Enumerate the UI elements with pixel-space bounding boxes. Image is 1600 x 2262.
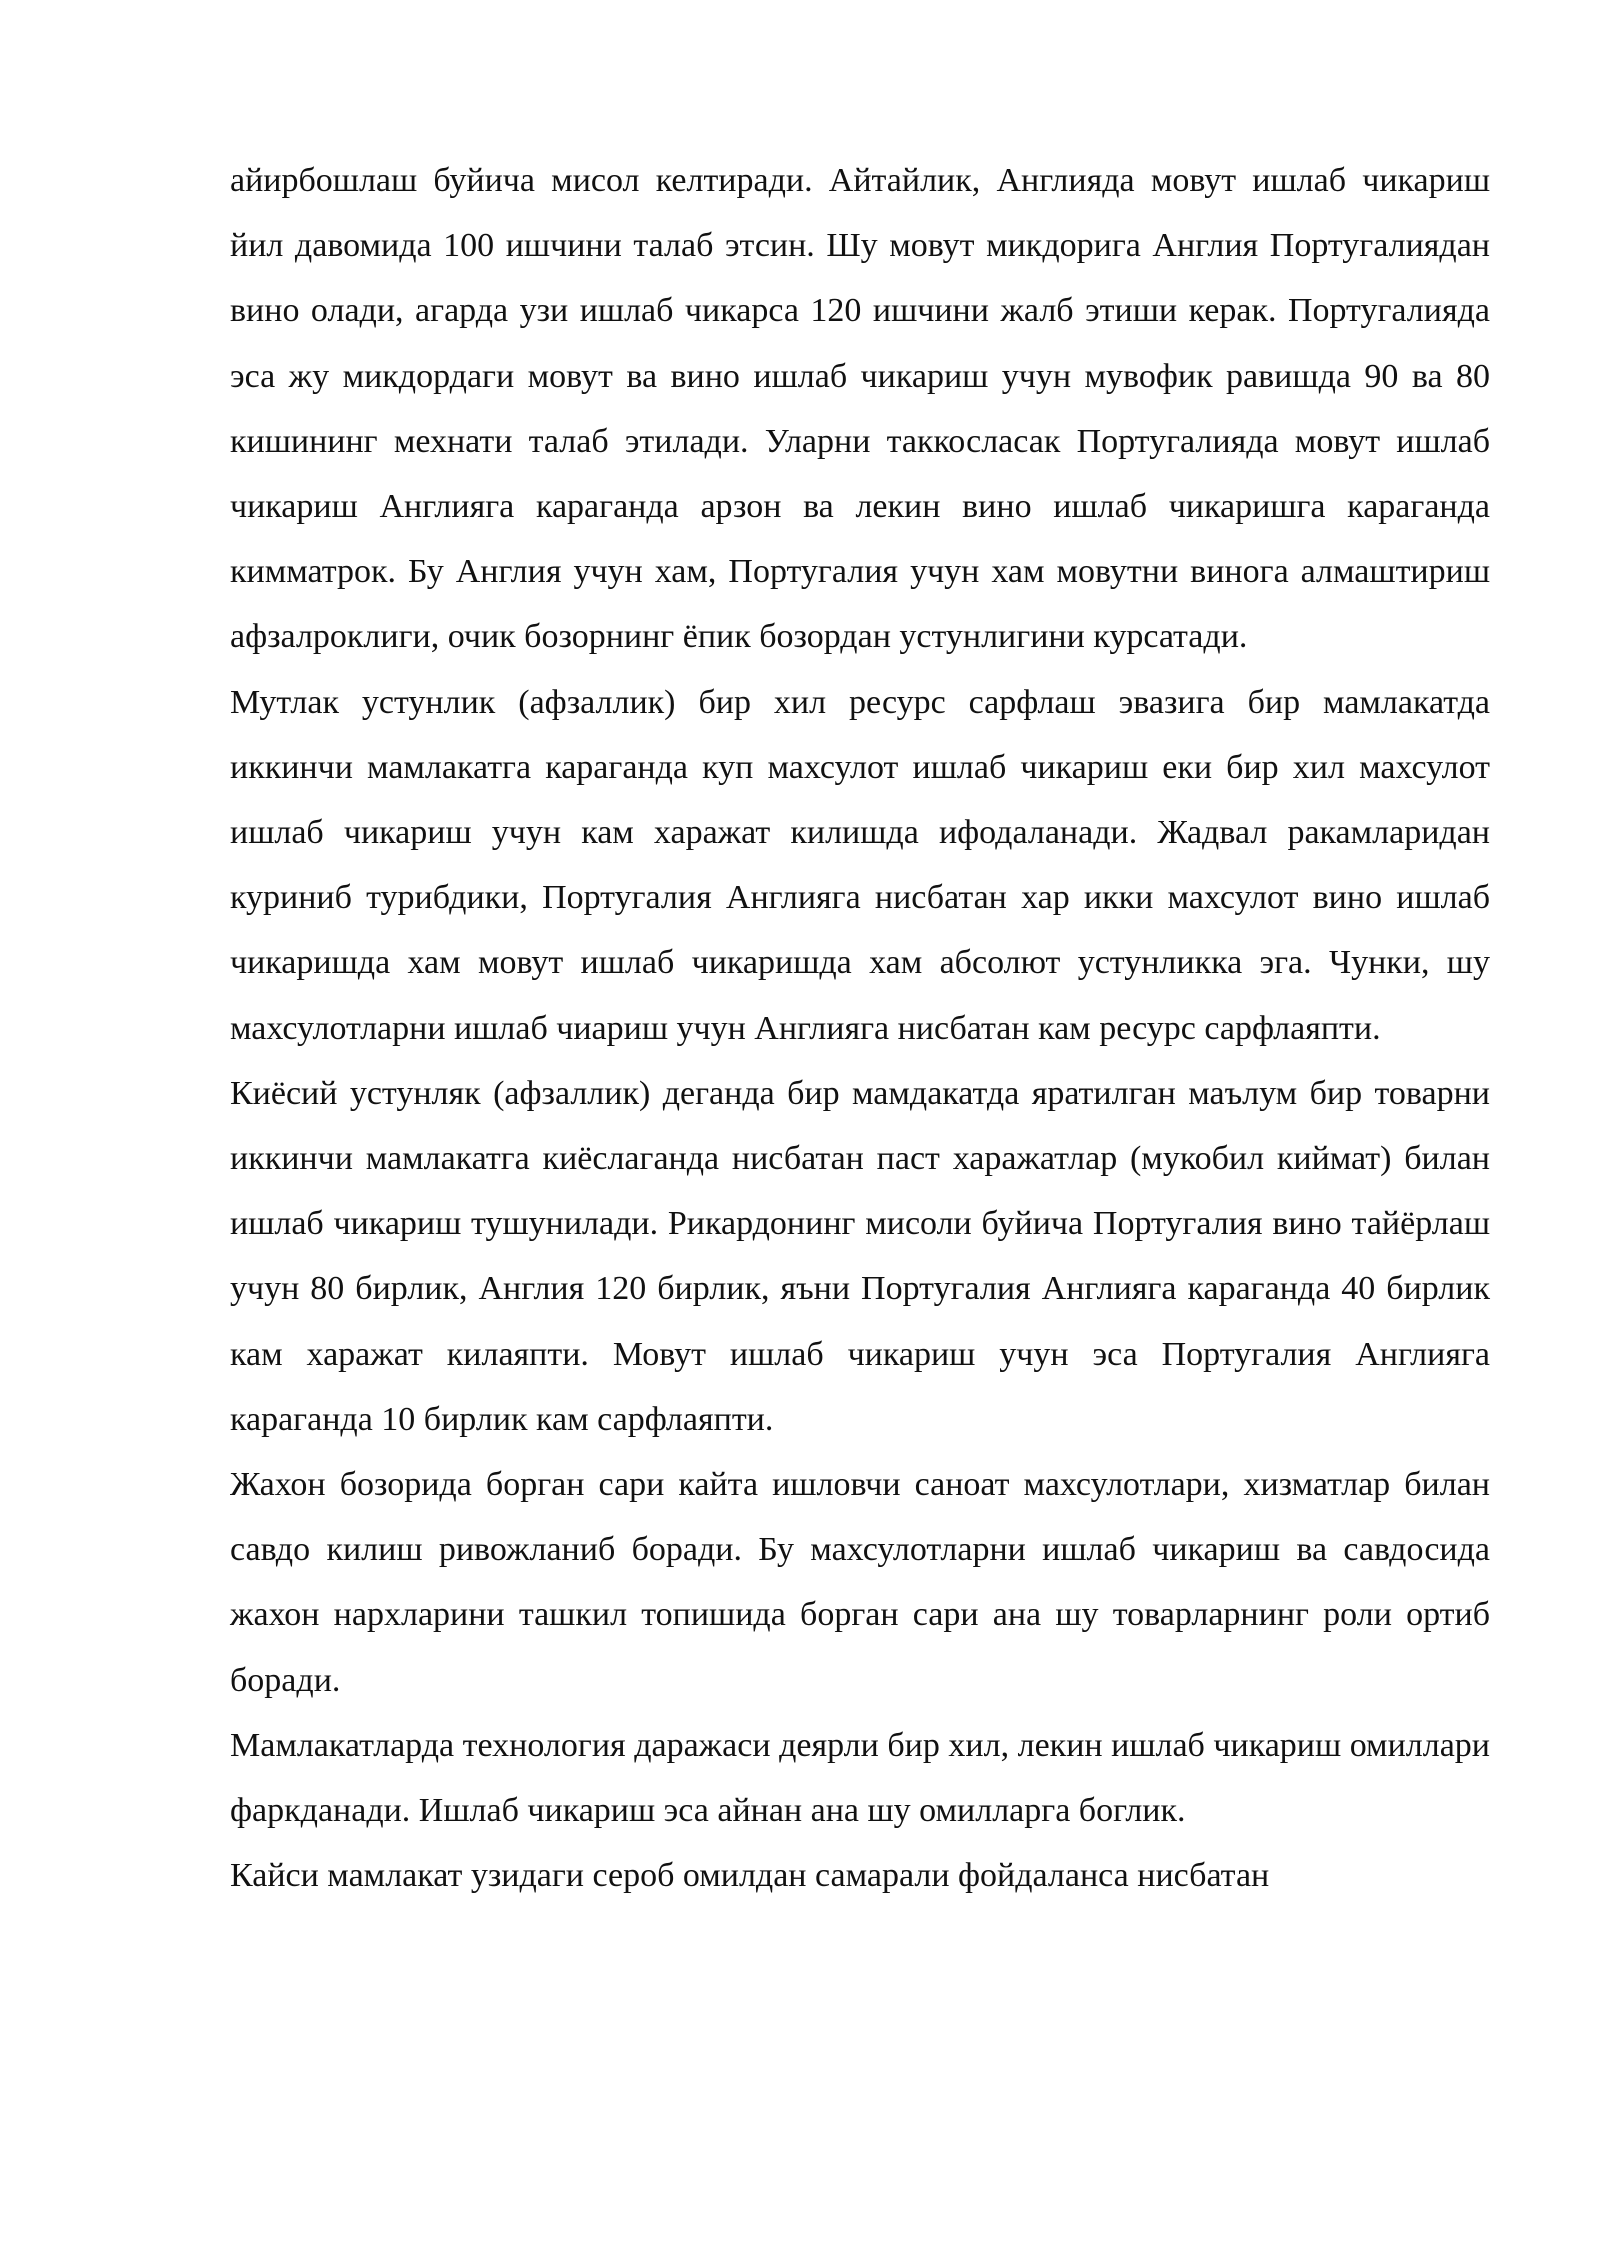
paragraph-1: айирбошлаш буйича мисол келтиради. Айтайлик, Англияда мовут ишлаб чикариш йил давомида 100 ишчини талаб этсин. Шу мовут микдорига Англия Португалиядан вино олади, агарда узи ишлаб чикарса 120 ишчини жалб этиши керак. Португалияда эса жу микдордаги мовут ва вино ишлаб чикариш учун мувофик равишда 90 ва 80 кишининг мехнати талаб этилади. Уларни таккосласак Португалияда мовут ишлаб чикариш Англияга караганда арзон ва лекин вино ишлаб чикаришга караганда кимматрок. Бу Англия учун хам, Португалия учун хам мовутни виногa алмаштириш афзалроклиги, очик бозорнинг ёпик бозордан устунлигини курсатади. (230, 162, 1490, 656)
paragraph-5: Мамлакатларда технология даражаси деярли бир хил, лекин ишлаб чикариш омиллари фаркданади. Ишлаб чикариш эса айнан ана шу омилларга боглик. (230, 1726, 1490, 1830)
paragraph-4: Жахон бозорида борган сари кайта ишловчи саноат махсулотлари, хизматлар билан савдо килиш ривожланиб боради. Бу махсулотларни ишлаб чикариш ва савдосида жахон нархларини ташкил топишида борган сари ана шу товарларнинг роли ортиб боради. (230, 1466, 1490, 1699)
paragraph-3: Киёсий устунляк (афзаллик) деганда бир мамдакатда яратилган маълум бир товарни иккинчи мамлакатга киёслаганда нисбатан паст харажатлар (мукобил киймат) билан ишлаб чикариш тушунилади. Рикардонинг мисоли буйича Португалия вино тайёрлаш учун 80 бирлик, Англия 120 бирлик, яъни Португалия Англияга караганда 40 бирлик кам харажат килаяпти. Мовут ишлаб чикариш учун эса Португалия Англияга караганда 10 бирлик кам сарфлаяпти. (230, 1074, 1490, 1438)
paragraph-6: Кайси мамлакат узидаги сероб омилдан самарали фойдаланса нисбатан (230, 1857, 1270, 1895)
paragraph-2: Мутлак устунлик (афзаллик) бир хил ресурс сарфлаш эвазига бир мамлакатда иккинчи мамлакатга караганда куп махсулот ишлаб чикариш еки бир хил махсулот ишлаб чикариш учун кам харажат килишда ифодаланади. Жадвал ракамларидан куриниб турибдики, Португалия Англияга нисбатан хар икки махсулот вино ишлаб чикаришда хам мовут ишлаб чикаришда хам абсолют устунликка эга. Чунки, шу махсулотларни ишлаб чиариш учун Англияга нисбатан кам ресурс сарфлаяпти. (230, 683, 1490, 1047)
body-text (230, 148, 1490, 1908)
